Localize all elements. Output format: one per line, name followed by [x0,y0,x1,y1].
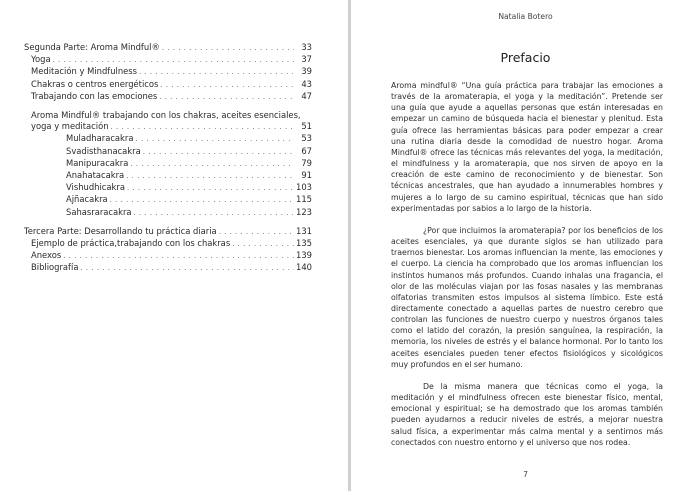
toc-leader [110,194,294,206]
toc-entry-title: Vishudhicakra [66,182,125,193]
toc-entry-title: Trabajando con las emociones [31,90,158,101]
toc-entry-page: 131 [296,225,312,236]
toc-entry-page: 51 [301,121,312,132]
toc-entry[interactable] [24,226,312,238]
toc-entry[interactable] [24,146,312,158]
toc-entry-page: 103 [296,182,312,193]
toc-entry[interactable] [24,121,312,133]
toc-entry-page: 67 [301,145,312,156]
toc-leader [127,182,294,194]
toc-entry-page: 135 [296,238,312,249]
toc-entry[interactable] [24,79,312,91]
toc-leader [160,79,294,91]
toc-entry[interactable] [24,66,312,78]
toc-entry[interactable] [24,238,312,250]
toc-entry[interactable] [24,133,312,145]
toc-entry-title: Manipuracakra [66,157,129,168]
toc-entry-title: Meditación y Mindfulness [31,66,138,77]
toc-entry[interactable] [24,194,312,206]
toc-entry-title: Ajñacakra [66,194,108,205]
toc-entry-title: Anexos [31,250,62,261]
toc-entry-page: 139 [296,250,312,261]
page-number: 7 [523,470,528,479]
toc-entry-page: 37 [301,54,312,65]
toc-entry[interactable] [24,262,312,274]
toc-entry[interactable] [24,207,312,219]
toc-leader [126,170,294,182]
toc-entry[interactable] [24,250,312,262]
toc-entry[interactable] [24,182,312,194]
toc-entry-title: Muladharacakra [66,133,134,144]
toc-entry[interactable] [24,54,312,66]
toc-entry-page: 47 [301,90,312,101]
toc-leader [162,42,294,54]
toc-entry-title: Tercera Parte: Desarrollando tu práctica diaria [24,225,217,236]
toc-entry[interactable] [24,170,312,182]
toc-leader [53,54,294,66]
toc-entry[interactable] [24,158,312,170]
toc-entry-page: 53 [301,133,312,144]
toc-entry-title: Yoga [31,54,51,65]
toc-entry-page: 43 [301,78,312,89]
body-text [391,80,663,459]
toc-leader [130,158,294,170]
toc-leader [111,121,294,133]
toc-entry-title: Segunda Parte: Aroma Mindful® [24,42,160,52]
toc-entry-page: 91 [301,170,312,181]
toc-entry-title-line1: Aroma Mindful® trabajando con los chakras, aceites esenciales, [31,110,301,121]
chapter-title: Prefacio [500,50,551,65]
left-page [0,0,348,491]
running-head: Natalia Botero [498,12,553,21]
paragraph: Aroma mindful® “Una guía práctica para trabajar las emociones a través de la aromaterapia, el yoga y la meditación”. Pretende ser una guía que ayude a aquellas personas que están interesadas en empezar un camino de búsqueda hacia el bienestar y plenitud. Esta guía ofrece las herramientas básicas para poder empezar a crear una rutina diaria desde la comodidad de nuestro hogar. Aroma Mindful® ofrece las técnicas más relevantes del yoga, la meditación, el mindfulness y la aromaterapia, que nos sirven de apoyo en la creación de este camino de reconocimiento y de bienestar. Son técnicas ancestrales, que han ayudado a innumerables hombres y mujeres a lo largo de su camino espiritual, técnicas que han sido experimentadas por sabios a lo largo de la historia. [391,81,663,213]
toc-entry-page: 79 [301,157,312,168]
toc-entry[interactable] [24,42,312,54]
toc-entry-page: 115 [296,194,312,205]
toc-entry-title: Svadisthanacakra [66,145,141,156]
toc-entry-title: yoga y meditación [31,121,109,132]
toc-entry-page: 140 [296,262,312,273]
toc-entry-title: Sahasraracakra [66,206,132,217]
toc-entry-title: Anahatacakra [66,170,125,181]
toc-entry-title: Ejemplo de práctica,trabajando con los chakras [31,238,231,249]
toc-entry-page: 33 [301,42,312,52]
toc-leader [139,66,294,78]
toc-entry[interactable] [24,91,312,103]
toc-entry-page: 39 [301,66,312,77]
toc-entry-title: Bibliografía [31,262,79,273]
toc-leader [63,250,294,262]
table-of-contents [24,42,312,275]
paragraph: ¿Por que incluimos la aromaterapia? por los beneficios de los aceites esenciales, ya que durante siglos se han utilizado para traernos bienestar. Los aromas influencian la mente, las emociones y el cuerpo. La ciencia ha comprobado que los aromas influencian los instintos humanos más profundos. Cuando inhalas una fragancia, el olor de las moléculas viajan por las fosas nasales y las membranas olfatorias transmiten estos impulsos al sistema límbico. Este está directamente conectado a aquellas partes de nuestro cerebro que controlan las funciones de nuestro cuerpo y nuestros órganos tales como el latido del corazón, la presión sanguínea, la respiración, la memoria, los niveles de estrés y el balance hormonal. Por lo tanto los aceites esenciales pueden tener efectos fisiológicos y sicológicos muy profundos en el ser humano. [391,225,663,369]
paragraph: De la misma manera que técnicas como el yoga, la meditación y el mindfulness ofrecen este bienestar físico, mental, emocional y espiritual; se ha demostrado que los aromas también pueden ayudarnos a reducir niveles de estrés, a mejorar nuestra salud física, a experimentar más calma mental y a sentirnos más conectados con nuestro entorno y el universo que nos rodea. [391,381,663,447]
toc-leader [159,91,294,103]
toc-leader [80,262,294,274]
toc-leader [232,238,294,250]
toc-leader [143,146,294,158]
toc-entry-page: 123 [296,206,312,217]
toc-leader [219,226,294,238]
toc-leader [136,133,295,145]
toc-entry-title: Chakras o centros energéticos [31,78,159,89]
right-page [351,0,700,491]
toc-leader [134,207,294,219]
